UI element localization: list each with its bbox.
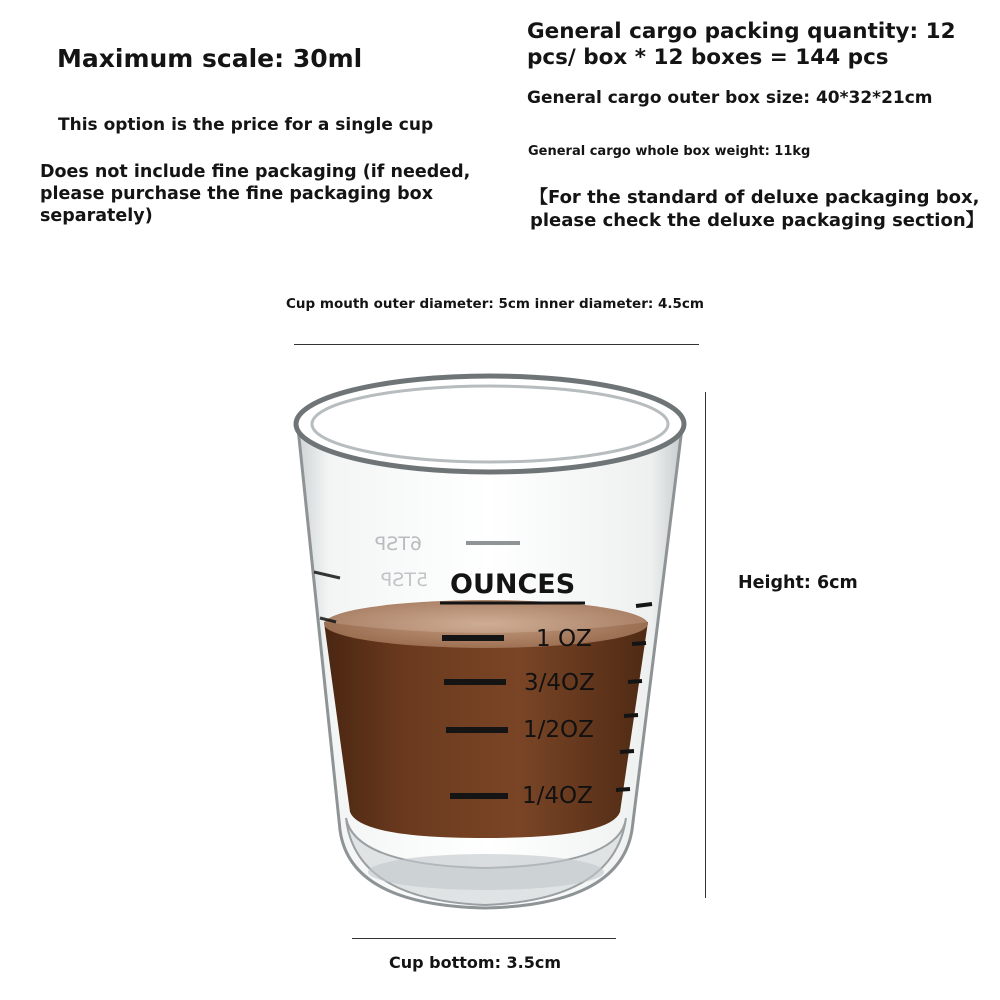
glass-rim (296, 376, 684, 472)
back-marking: 6TSP (374, 533, 422, 555)
svg-text:5TSP: 5TSP (380, 569, 428, 591)
mark-label-1oz: 1 OZ (536, 626, 592, 652)
mark-label-1-4oz: 1/4OZ (522, 783, 593, 809)
shot-glass-photo (280, 360, 720, 920)
height-label: Height: 6cm (738, 573, 858, 593)
packaging-note: Does not include fine packaging (if needed, please purchase the fine packaging box separately) (40, 162, 471, 226)
mark-label-3-4oz: 3/4OZ (524, 670, 595, 696)
cargo-quantity: General cargo packing quantity: 12 pcs/ box * 12 boxes = 144 pcs (527, 19, 956, 70)
mouth-diameter-label: Cup mouth outer diameter: 5cm inner diameter: 4.5cm (286, 296, 704, 312)
single-cup-price-note: This option is the price for a single cup (58, 115, 434, 135)
max-scale-heading: Maximum scale: 30ml (57, 44, 363, 73)
mouth-diameter-line (294, 344, 699, 345)
box-weight: General cargo whole box weight: 11kg (528, 144, 811, 159)
bottom-diameter-label: Cup bottom: 3.5cm (389, 953, 562, 972)
ounces-heading: OUNCES (450, 569, 576, 600)
mark-label-1-2oz: 1/2OZ (523, 717, 594, 743)
deluxe-packaging-note: 【For the standard of deluxe packaging box, please check the deluxe packaging section】 (530, 187, 984, 231)
outer-box-size: General cargo outer box size: 40*32*21cm (527, 88, 933, 108)
bottom-diameter-line (352, 938, 616, 939)
